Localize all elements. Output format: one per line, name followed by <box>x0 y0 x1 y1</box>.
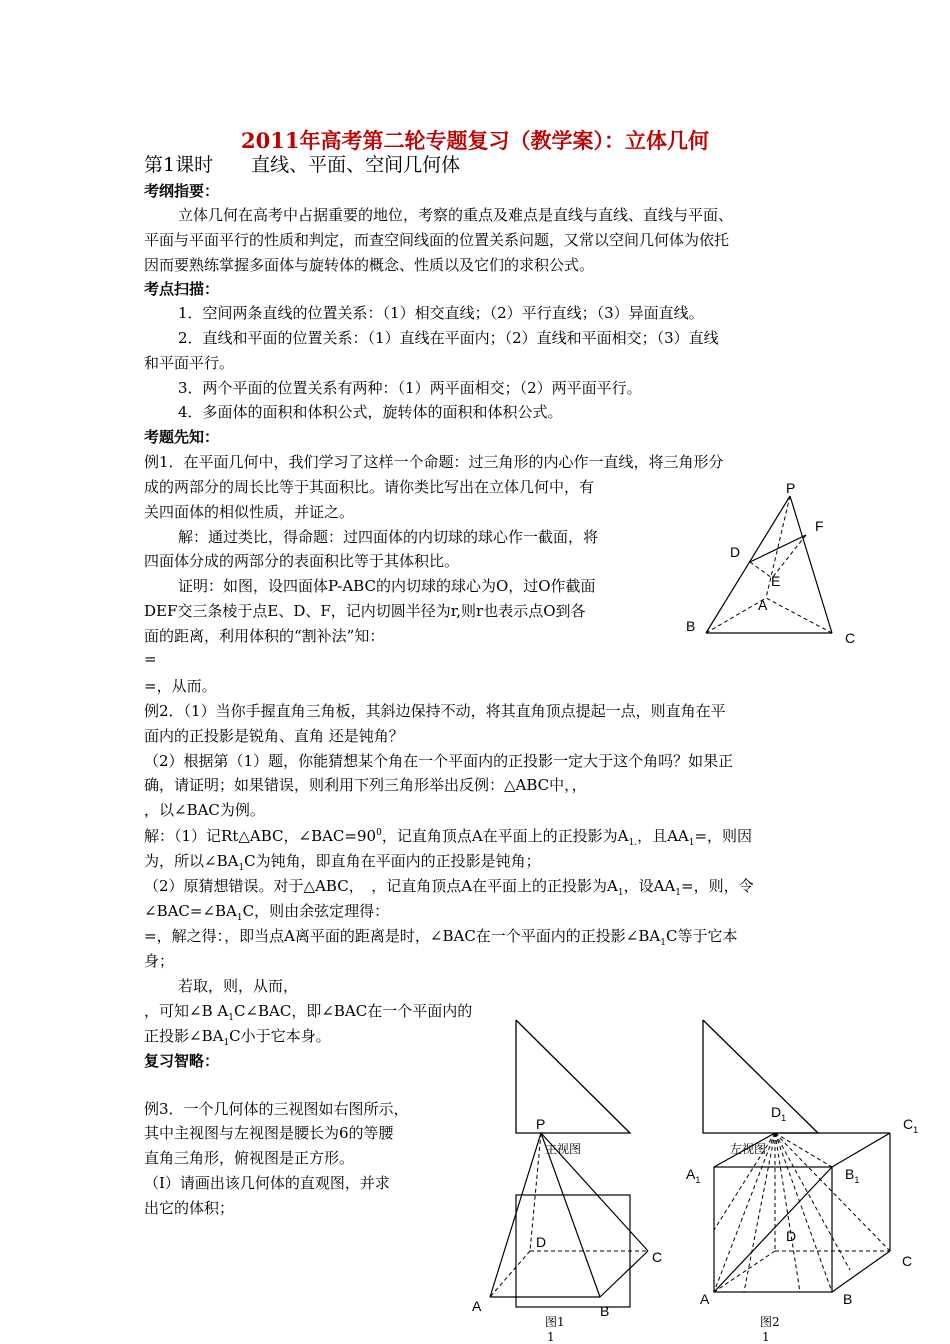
scan-line: 2．直线和平面的位置关系：（1）直线在平面内；（2）直线和平面相交；（3）直线 <box>178 329 719 347</box>
outline-line: 因而要熟练掌握多面体与旋转体的概念、性质以及它们的求积公式。 <box>144 256 595 274</box>
main-view-caption: 主视图 <box>545 1142 582 1156</box>
label-p: P <box>786 480 796 496</box>
solution2-line: ，可知∠B $A_1C\angle BAC$，即∠BAC在一个平面内的 <box>144 1002 473 1023</box>
label-c: C <box>845 630 856 646</box>
solution2-line: 身； <box>144 952 175 970</box>
lesson-heading: 第1课时 直线、平面、空间几何体 <box>144 154 461 176</box>
label-a: A <box>758 597 768 613</box>
example1-line: 成的两部分的周长比等于其面积比。请你类比写出在立体几何中，有 <box>144 478 595 496</box>
fig2-label-d1: $D_1$ <box>771 1104 787 1123</box>
fig2-label-b: B <box>843 1291 853 1307</box>
example1-line: 解：通过类比，得命题：过四面体的内切球的球心作一截面，将 <box>178 528 599 546</box>
example2-line: （2）根据第（1）题，你能猜想某个角在一个平面内的正投影一定大于这个角吗？如果正 <box>144 752 734 770</box>
fig1-page-number: 1 <box>547 1330 555 1344</box>
example1-line: 例1．在平面几何中，我们学习了这样一个命题：过三角形的内心作一直线，将三角形分 <box>144 453 724 471</box>
page-title: 2011年高考第二轮专题复习（教学案）：立体几何 <box>241 128 709 153</box>
scan-line: 和平面平行。 <box>144 354 235 372</box>
outline-line: 立体几何在高考中占据重要的地位，考察的重点及难点是直线与直线、直线与平面、 <box>178 206 734 224</box>
example2-line: 例2．（1）当你手握直角三角板，其斜边保持不动，将其直角顶点提起一点，则直角在平 <box>144 702 726 720</box>
example1-line: 关四面体的相似性质，并证之。 <box>144 503 355 521</box>
example3-line: 直角三角形，俯视图是正方形。 <box>144 1149 355 1167</box>
example1-line: 面的距离，利用体积的“割补法”知： <box>144 627 385 645</box>
example1-line: 四面体分成的两部分的表面积比等于其体积比。 <box>144 552 460 570</box>
fig1-label-a: A <box>472 1298 482 1314</box>
section-known: 考题先知： <box>144 428 220 446</box>
solution2-line: 正投影$\angle BA_1C$小于它本身。 <box>144 1027 331 1048</box>
scan-line: 4．多面体的面积和体积公式，旋转体的面积和体积公式。 <box>178 403 563 421</box>
fig2-label-c: C <box>902 1253 913 1269</box>
solution2-line: （2）原猜想错误。对于△ABC， ，记直角顶点A在平面上的正投影为$A_1$，设$AA_1=$，则，令 <box>144 877 754 898</box>
fig2-label-a: A <box>700 1291 710 1307</box>
example1-line: 证明：如图，设四面体P-ABC的内切球的球心为O，过O作截面 <box>178 577 596 595</box>
example2-line: ，以∠BAC为例。 <box>144 801 265 819</box>
outline-line: 平面与平面平行的性质和判定，而查空间线面的位置关系问题，又常以空间几何体为依托 <box>144 231 730 249</box>
example2-line: 面内的正投影是锐角、直角 还是钝角？ <box>144 727 404 745</box>
solution2-line: 为，所以$\angle BA_1C$为钝角，即直角在平面内的正投影是钝角； <box>144 852 541 873</box>
label-d: D <box>730 544 741 560</box>
fig1-label-c: C <box>652 1249 663 1265</box>
fig2-caption: 图2 <box>760 1315 780 1329</box>
fig2-label-c1: $C_1$ <box>903 1116 919 1135</box>
section-outline: 考纲指要： <box>144 182 220 200</box>
section-scan: 考点扫描： <box>144 280 220 298</box>
solution2-line: 解：（1）记Rt△ABC，$\angle BAC=90^0$，记直角顶点A在平面上的正投影为$A_{1.}$，且$AA_1=$，则因 <box>144 827 753 848</box>
scan-line: 3．两个平面的位置关系有两种：（1）两平面相交；（2）两平面平行。 <box>178 379 642 397</box>
example3-line: 例3．一个几何体的三视图如右图所示， <box>144 1100 409 1118</box>
fig1-label-p: P <box>536 1116 546 1132</box>
example1-line: =，从而。 <box>144 677 217 695</box>
fig1-label-d: D <box>536 1234 547 1250</box>
example3-line: 其中主视图与左视图是腰长为6的等腰 <box>144 1124 394 1142</box>
solution2-line: $\angle BAC=\angle BA_1C$，则由余弦定理得： <box>144 902 390 923</box>
example1-line: = <box>144 650 157 668</box>
label-e: E <box>771 573 781 589</box>
label-b: B <box>686 618 696 634</box>
fig2-label-b1: $B_1$ <box>845 1166 860 1185</box>
example3-line: （Ⅰ）请画出该几何体的直观图，并求 <box>144 1174 390 1192</box>
solution2-line: 若取，则，从而， <box>178 977 299 995</box>
fig2-page-number: 1 <box>762 1330 770 1344</box>
label-f: F <box>815 518 824 534</box>
example3-line: 出它的体积； <box>144 1199 235 1217</box>
fig1-caption: 图1 <box>545 1315 565 1329</box>
example1-line: DEF交三条棱于点E、D、F，记内切圆半径为r,则r也表示点O到各 <box>144 602 586 620</box>
solution2-line: =，解之得：，即当点A离平面的距离是时，∠BAC在一个平面内的正投影$\angle BA_1C$等于它本 <box>144 927 738 948</box>
scan-line: 1．空间两条直线的位置关系：（1）相交直线；（2）平行直线；（3）异面直线。 <box>178 304 704 322</box>
example2-line: 确，请证明；如果错误，则利用下列三角形举出反例：△ABC中，， <box>144 776 587 794</box>
section-review: 复习智略： <box>144 1052 220 1070</box>
left-view-caption: 左视图 <box>730 1142 767 1156</box>
fig2-label-d: D <box>786 1228 797 1244</box>
fig2-label-a1: $A_1$ <box>686 1166 701 1185</box>
fig1-label-b: B <box>600 1303 610 1319</box>
